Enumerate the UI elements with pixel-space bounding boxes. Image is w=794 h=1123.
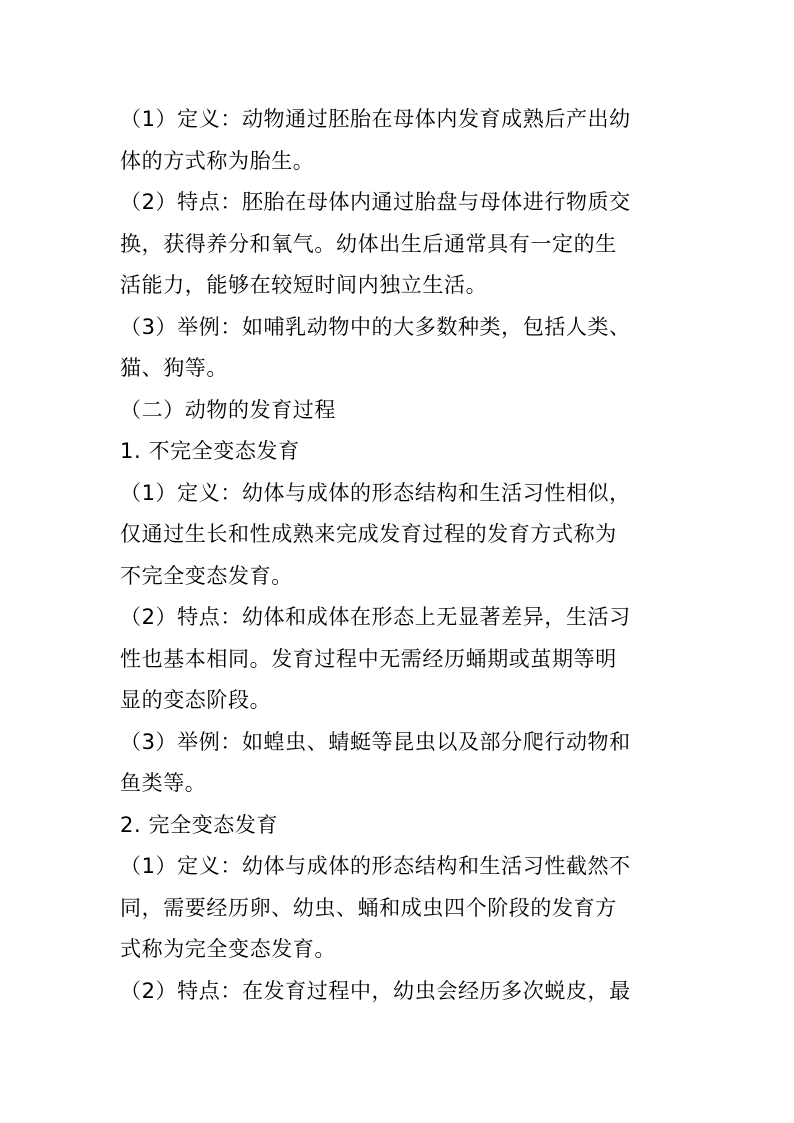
text-line: 式称为完全变态发育。 <box>120 937 336 961</box>
text-line: （2）特点：幼体和成体在形态上无显著差异，生活习 <box>120 605 631 629</box>
text-line: （2）特点：胚胎在母体内通过胎盘与母体进行物质交 <box>120 190 631 214</box>
text-line: （1）定义：幼体与成体的形态结构和生活习性相似， <box>120 481 631 505</box>
text-line: （3）举例：如蝗虫、蜻蜓等昆虫以及部分爬行动物和 <box>120 730 631 754</box>
text-line: 性也基本相同。发育过程中无需经历蛹期或茧期等明 <box>120 647 617 671</box>
text-line: 同，需要经历卵、幼虫、蛹和成虫四个阶段的发育方 <box>120 896 617 920</box>
subsection-heading: 2. 完全变态发育 <box>120 813 279 837</box>
text-line: 活能力，能够在较短时间内独立生活。 <box>120 273 488 297</box>
text-line: 鱼类等。 <box>120 771 207 795</box>
subsection-heading: 1. 不完全变态发育 <box>120 439 300 463</box>
text-line: 体的方式称为胎生。 <box>120 149 315 173</box>
text-line: （1）定义：动物通过胚胎在母体内发育成熟后产出幼 <box>120 107 631 131</box>
text-line: 猫、狗等。 <box>120 356 228 380</box>
text-line: （3）举例：如哺乳动物中的大多数种类，包括人类、 <box>120 315 631 339</box>
text-line: 不完全变态发育。 <box>120 564 293 588</box>
section-heading: （二）动物的发育过程 <box>120 398 336 422</box>
text-line: 显的变态阶段。 <box>120 688 272 712</box>
text-line: 换，获得养分和氧气。幼体出生后通常具有一定的生 <box>120 232 617 256</box>
text-line: 仅通过生长和性成熟来完成发育过程的发育方式称为 <box>120 522 617 546</box>
text-line: （1）定义：幼体与成体的形态结构和生活习性截然不 <box>120 854 631 878</box>
text-line: （2）特点：在发育过程中，幼虫会经历多次蜕皮，最 <box>120 979 631 1003</box>
